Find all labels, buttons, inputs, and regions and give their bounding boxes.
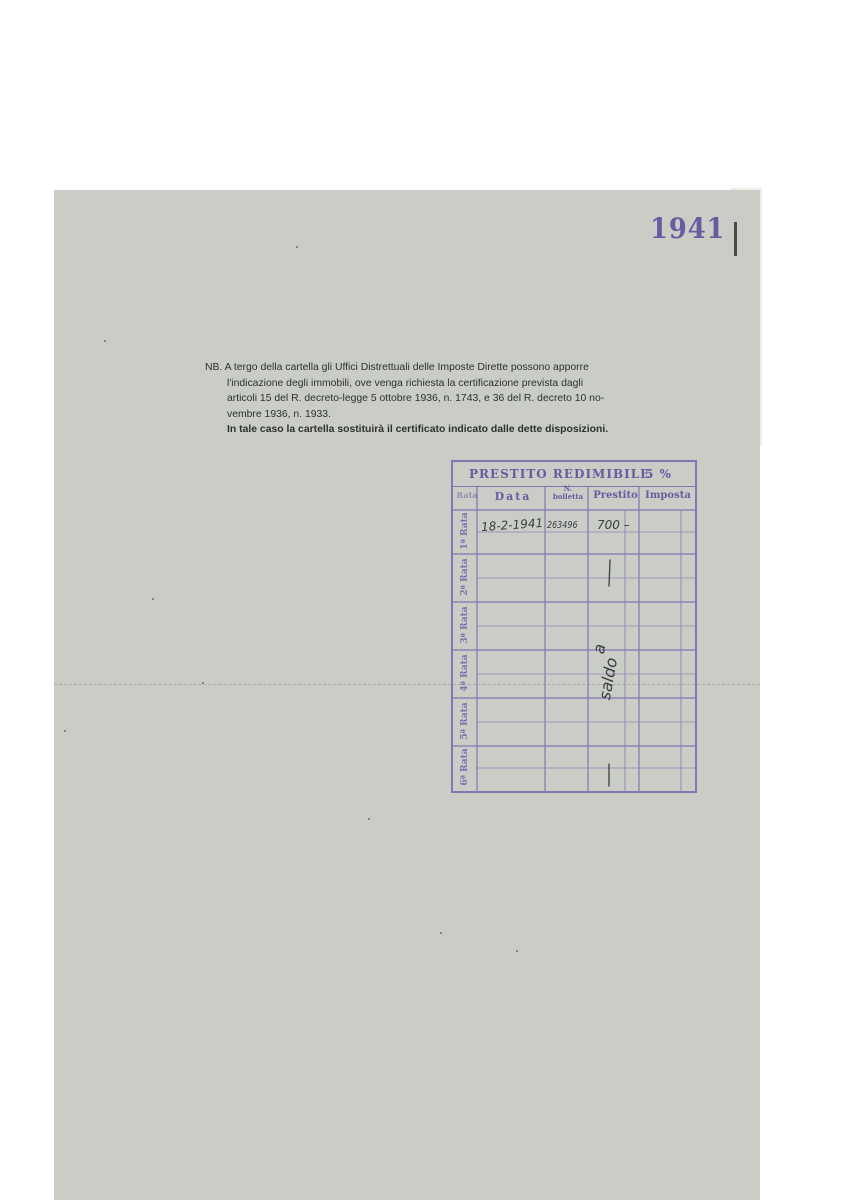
pencil-mark [734, 222, 737, 256]
row1-date: 18-2-1941 [480, 515, 544, 535]
stamp-title-right: 5 % [645, 467, 672, 481]
row1-bolletta: 263496 [547, 520, 578, 531]
nb-note [205, 360, 665, 438]
header-bolletta: N. bolletta [552, 484, 584, 501]
header-prestito: Prestito [593, 490, 638, 501]
row-label: 1ª Rata [460, 512, 470, 550]
nb-line: vembre 1936, n. 1933. [227, 408, 331, 420]
row-label: 6ª Rata [460, 748, 470, 786]
header-rata: Rata [456, 490, 478, 500]
year-stamp: 1941 [650, 212, 726, 245]
row1-prestito: 700 – [597, 518, 630, 532]
stamp-title [453, 462, 695, 487]
paper-speck [296, 246, 298, 248]
handwritten-note-a: a [589, 642, 610, 656]
nb-line: articoli 15 del R. decreto-legge 5 ottobre 1936, n. 1743, e 36 del R. decreto 10 no- [227, 393, 605, 405]
paper-speck [202, 682, 204, 684]
row-label: 4ª Rata [460, 654, 470, 692]
nb-line: l'indicazione degli immobili, ove venga richiesta la certificazione prevista dagli [227, 377, 584, 389]
stamp-title-left: PRESTITO REDIMIBILE [469, 467, 651, 481]
header-data: Data [494, 490, 532, 503]
loan-installment-stamp [451, 460, 697, 793]
nb-line: In tale caso la cartella sostituirà il certificato indicato dalle dette disposizioni. [227, 424, 609, 436]
handwritten-note-saldo: saldo [595, 656, 622, 702]
paper-speck [152, 598, 154, 600]
paper-speck [440, 932, 442, 934]
row-label: 5ª Rata [460, 702, 470, 740]
header-imposta: Imposta [645, 490, 691, 501]
paper-speck [516, 950, 518, 952]
paper-speck [368, 818, 370, 820]
row-label: 2ª Rata [460, 558, 470, 596]
paper-speck [64, 730, 66, 732]
paper-speck [104, 340, 106, 342]
nb-line: NB. A tergo della cartella gli Uffici Distrettuali delle Imposte Dirette possono apporre [205, 362, 589, 373]
row-label: 3ª Rata [460, 606, 470, 644]
